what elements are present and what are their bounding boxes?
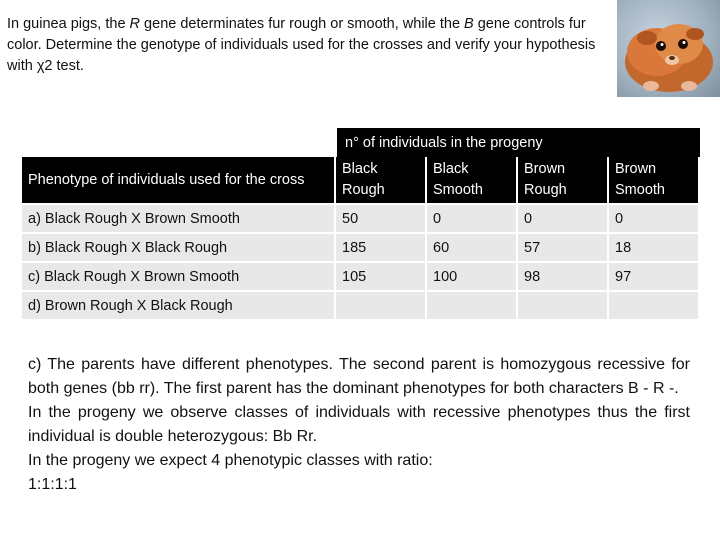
- table-row: [22, 292, 700, 321]
- answer-paragraph: In the progeny we expect 4 phenotypic classes with ratio:: [28, 452, 433, 469]
- crosses-table: [22, 157, 700, 321]
- table-cell: 50: [336, 205, 427, 234]
- table-cell: 105: [336, 263, 427, 292]
- table-cell: 57: [518, 234, 609, 263]
- table-cell: 0: [609, 205, 700, 234]
- table-row: [22, 205, 700, 234]
- column-header-black-rough: Black Rough: [336, 157, 427, 205]
- table-cell: 97: [609, 263, 700, 292]
- table-cell: 0: [427, 205, 518, 234]
- answer-text: [28, 353, 690, 497]
- column-header-phenotype: Phenotype of individuals used for the cross: [22, 157, 336, 205]
- answer-paragraph: c) The parents have different phenotypes. The second parent is homozygous recessive for both genes (bb rr). The first parent has the dominant phenotypes for both characters B - R -.: [28, 356, 690, 397]
- progeny-header: n° of individuals in the progeny: [337, 128, 700, 157]
- table-cell: 0: [518, 205, 609, 234]
- table-header-row: [22, 157, 700, 205]
- problem-statement: In guinea pigs, the R gene determinates fur rough or smooth, while the B gene controls fur color. Determine the genotype of individuals used for the crosses and verify your hypothesis with χ2 test.: [7, 16, 596, 74]
- cross-label: c) Black Rough X Brown Smooth: [22, 263, 336, 292]
- table-row: [22, 263, 700, 292]
- table-cell: [609, 292, 700, 321]
- gene-r-symbol: R: [129, 16, 141, 32]
- table-row: [22, 234, 700, 263]
- column-header-brown-rough: Brown Rough: [518, 157, 609, 205]
- table-cell: [518, 292, 609, 321]
- gene-b-symbol: B: [464, 16, 474, 32]
- table-cell: 60: [427, 234, 518, 263]
- table-cell: [336, 292, 427, 321]
- table-cell: 98: [518, 263, 609, 292]
- table-cell: [427, 292, 518, 321]
- guinea-pig-illustration: [617, 0, 720, 97]
- ratio-line: 1:1:1:1: [28, 476, 77, 493]
- guinea-pig-photo: [617, 0, 720, 97]
- column-header-brown-smooth: Brown Smooth: [609, 157, 700, 205]
- column-header-black-smooth: Black Smooth: [427, 157, 518, 205]
- answer-paragraph: In the progeny we observe classes of individuals with recessive phenotypes thus the first individual is double heterozygous: Bb Rr.: [28, 404, 690, 445]
- cross-label: a) Black Rough X Brown Smooth: [22, 205, 336, 234]
- table-cell: 18: [609, 234, 700, 263]
- table-cell: 185: [336, 234, 427, 263]
- cross-label: d) Brown Rough X Black Rough: [22, 292, 336, 321]
- table-cell: 100: [427, 263, 518, 292]
- cross-label: b) Black Rough X Black Rough: [22, 234, 336, 263]
